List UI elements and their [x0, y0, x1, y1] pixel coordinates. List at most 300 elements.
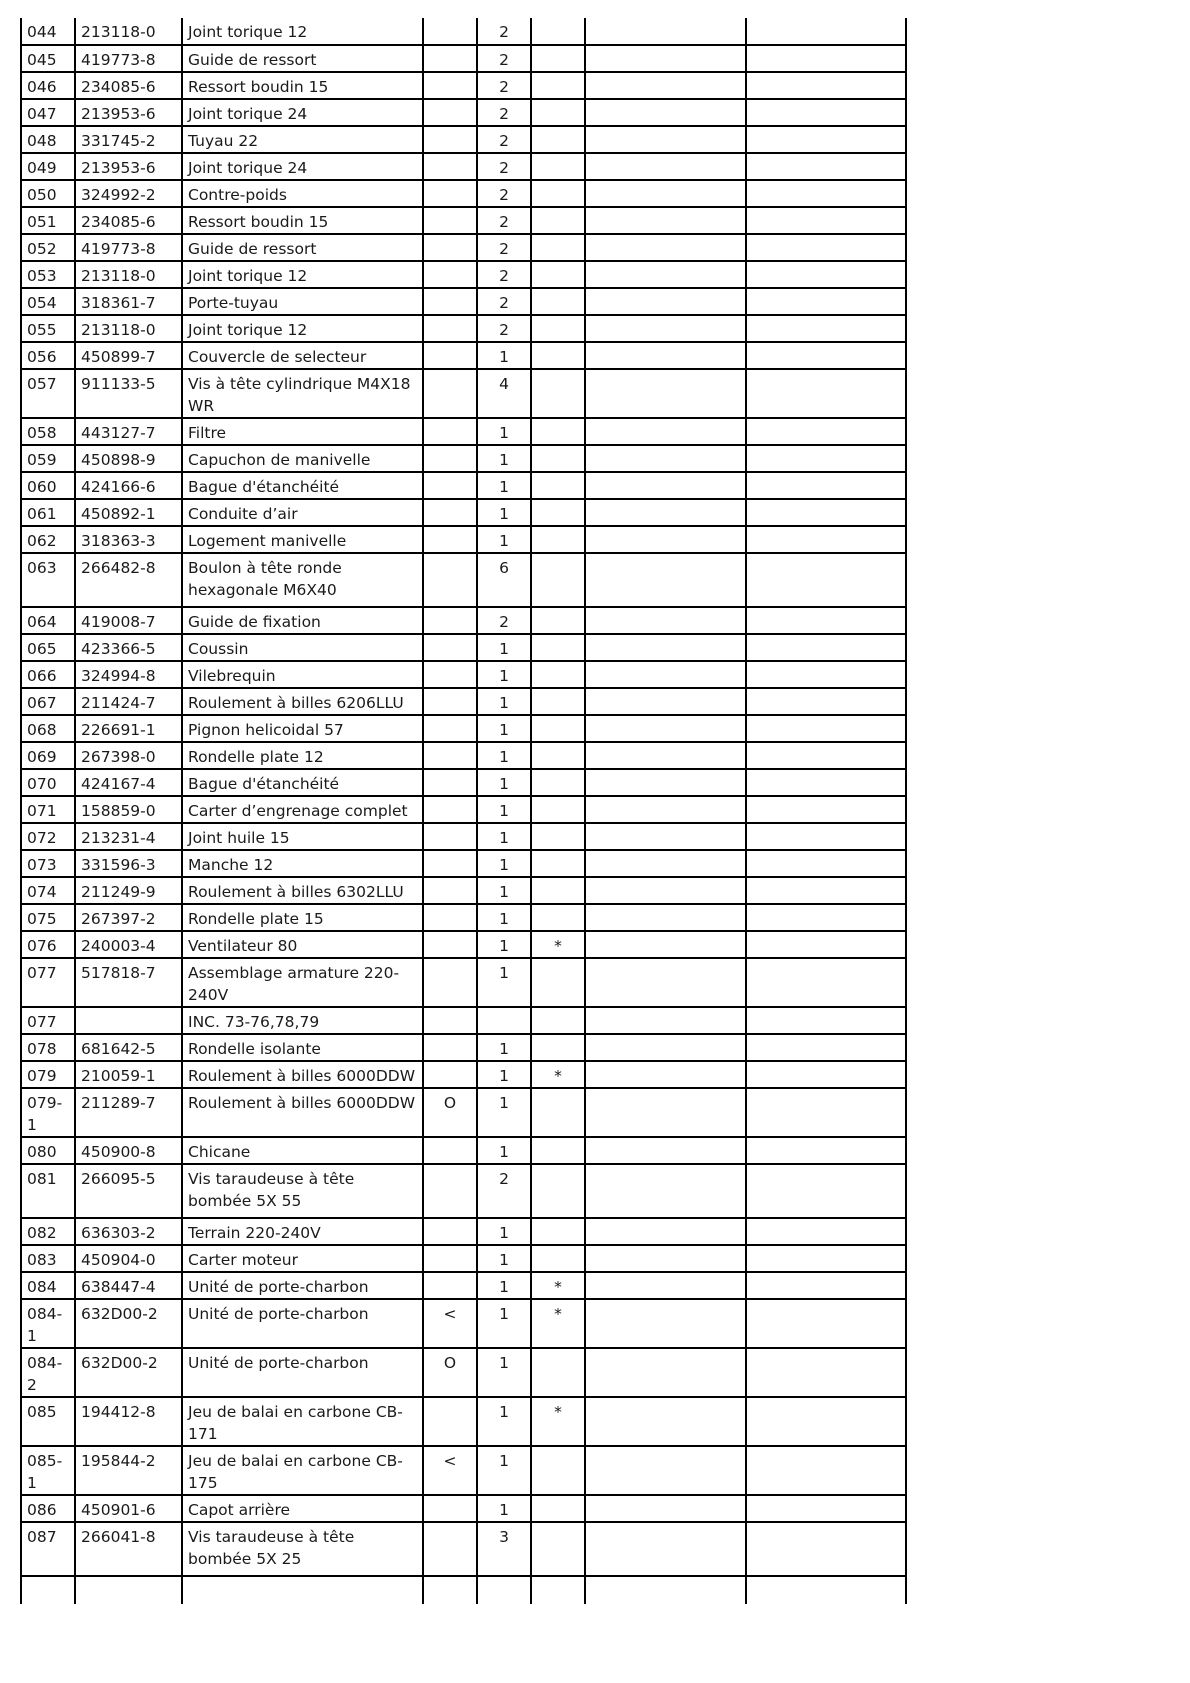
- part-number-cell: 324994-8: [75, 661, 182, 688]
- marker-cell: [423, 715, 477, 742]
- empty-cell: [585, 418, 746, 445]
- empty-cell: [746, 45, 906, 72]
- empty-cell: [585, 1495, 746, 1522]
- quantity-cell: 1: [477, 1061, 531, 1088]
- empty-cell: [746, 207, 906, 234]
- item-number-cell: 079-1: [21, 1088, 75, 1137]
- table-row: [21, 72, 906, 99]
- empty-cell: [746, 1495, 906, 1522]
- item-number-cell: 065: [21, 634, 75, 661]
- description-cell: Terrain 220-240V: [182, 1218, 423, 1245]
- empty-cell: [585, 634, 746, 661]
- empty-cell: [746, 369, 906, 418]
- table-row: [21, 742, 906, 769]
- note-cell: [531, 958, 585, 1007]
- description-cell: Rondelle plate 15: [182, 904, 423, 931]
- description-cell: Filtre: [182, 418, 423, 445]
- marker-cell: [423, 661, 477, 688]
- item-number-cell: 048: [21, 126, 75, 153]
- marker-cell: [423, 99, 477, 126]
- part-number-cell: 424166-6: [75, 472, 182, 499]
- quantity-cell: 1: [477, 904, 531, 931]
- table-row: [21, 1245, 906, 1272]
- note-cell: [531, 634, 585, 661]
- item-number-cell: 066: [21, 661, 75, 688]
- part-number-cell: 632D00-2: [75, 1299, 182, 1348]
- part-number-cell: 331745-2: [75, 126, 182, 153]
- item-number-cell: 077: [21, 1007, 75, 1034]
- marker-cell: [423, 499, 477, 526]
- marker-cell: <: [423, 1446, 477, 1495]
- item-number-cell: [21, 1576, 75, 1604]
- empty-cell: [746, 823, 906, 850]
- description-cell: Vilebrequin: [182, 661, 423, 688]
- empty-cell: [746, 1061, 906, 1088]
- empty-cell: [585, 445, 746, 472]
- table-row: [21, 958, 906, 1007]
- description-cell: Rondelle plate 12: [182, 742, 423, 769]
- empty-cell: [585, 180, 746, 207]
- quantity-cell: 4: [477, 369, 531, 418]
- empty-cell: [585, 1007, 746, 1034]
- part-number-cell: 213953-6: [75, 153, 182, 180]
- empty-cell: [585, 472, 746, 499]
- description-cell: Joint torique 12: [182, 315, 423, 342]
- part-number-cell: 213953-6: [75, 99, 182, 126]
- quantity-cell: 1: [477, 1137, 531, 1164]
- item-number-cell: 077: [21, 958, 75, 1007]
- description-cell: Vis à tête cylindrique M4X18 WR: [182, 369, 423, 418]
- description-cell: Bague d'étanchéité: [182, 769, 423, 796]
- empty-cell: [746, 180, 906, 207]
- empty-cell: [585, 823, 746, 850]
- note-cell: *: [531, 1299, 585, 1348]
- part-number-cell: 266095-5: [75, 1164, 182, 1218]
- table-row: [21, 445, 906, 472]
- marker-cell: [423, 931, 477, 958]
- item-number-cell: 086: [21, 1495, 75, 1522]
- item-number-cell: 078: [21, 1034, 75, 1061]
- description-cell: Rondelle isolante: [182, 1034, 423, 1061]
- empty-cell: [746, 850, 906, 877]
- quantity-cell: 1: [477, 418, 531, 445]
- part-number-cell: 194412-8: [75, 1397, 182, 1446]
- part-number-cell: 424167-4: [75, 769, 182, 796]
- note-cell: [531, 1348, 585, 1397]
- note-cell: [531, 823, 585, 850]
- table-row: [21, 1164, 906, 1218]
- table-row: [21, 99, 906, 126]
- empty-cell: [585, 234, 746, 261]
- empty-cell: [746, 958, 906, 1007]
- empty-cell: [746, 126, 906, 153]
- empty-cell: [746, 288, 906, 315]
- quantity-cell: 2: [477, 234, 531, 261]
- description-cell: Carter d’engrenage complet: [182, 796, 423, 823]
- marker-cell: [423, 180, 477, 207]
- table-row: [21, 369, 906, 418]
- empty-cell: [746, 1576, 906, 1604]
- description-cell: Tuyau 22: [182, 126, 423, 153]
- note-cell: *: [531, 1061, 585, 1088]
- note-cell: [531, 1495, 585, 1522]
- empty-cell: [746, 1137, 906, 1164]
- table-row: [21, 769, 906, 796]
- table-row: [21, 526, 906, 553]
- quantity-cell: 2: [477, 1164, 531, 1218]
- note-cell: [531, 1522, 585, 1576]
- marker-cell: [423, 634, 477, 661]
- item-number-cell: 072: [21, 823, 75, 850]
- description-cell: Capot arrière: [182, 1495, 423, 1522]
- description-cell: Chicane: [182, 1137, 423, 1164]
- table-row: [21, 553, 906, 607]
- item-number-cell: 049: [21, 153, 75, 180]
- empty-cell: [746, 1245, 906, 1272]
- note-cell: [531, 207, 585, 234]
- description-cell: Coussin: [182, 634, 423, 661]
- empty-cell: [746, 796, 906, 823]
- part-number-cell: 636303-2: [75, 1218, 182, 1245]
- empty-cell: [746, 1218, 906, 1245]
- marker-cell: [423, 823, 477, 850]
- table-row: [21, 315, 906, 342]
- empty-cell: [585, 1245, 746, 1272]
- empty-cell: [585, 1348, 746, 1397]
- description-cell: Guide de fixation: [182, 607, 423, 634]
- description-cell: Roulement à billes 6206LLU: [182, 688, 423, 715]
- empty-cell: [585, 1137, 746, 1164]
- quantity-cell: 1: [477, 1495, 531, 1522]
- empty-cell: [746, 418, 906, 445]
- note-cell: [531, 261, 585, 288]
- quantity-cell: 1: [477, 1397, 531, 1446]
- part-number-cell: 240003-4: [75, 931, 182, 958]
- quantity-cell: 1: [477, 1348, 531, 1397]
- empty-cell: [746, 526, 906, 553]
- item-number-cell: 075: [21, 904, 75, 931]
- empty-cell: [746, 445, 906, 472]
- empty-cell: [585, 796, 746, 823]
- marker-cell: [423, 553, 477, 607]
- quantity-cell: 1: [477, 1446, 531, 1495]
- marker-cell: [423, 742, 477, 769]
- part-number-cell: 234085-6: [75, 72, 182, 99]
- item-number-cell: 063: [21, 553, 75, 607]
- table-row: [21, 288, 906, 315]
- description-cell: Carter moteur: [182, 1245, 423, 1272]
- empty-cell: [585, 18, 746, 45]
- marker-cell: [423, 1397, 477, 1446]
- item-number-cell: 081: [21, 1164, 75, 1218]
- quantity-cell: [477, 1576, 531, 1604]
- note-cell: [531, 1034, 585, 1061]
- empty-cell: [746, 769, 906, 796]
- marker-cell: [423, 1061, 477, 1088]
- description-cell: Ventilateur 80: [182, 931, 423, 958]
- item-number-cell: 084-2: [21, 1348, 75, 1397]
- marker-cell: [423, 1245, 477, 1272]
- part-number-cell: 213231-4: [75, 823, 182, 850]
- item-number-cell: 074: [21, 877, 75, 904]
- note-cell: [531, 342, 585, 369]
- empty-cell: [746, 1446, 906, 1495]
- description-cell: Guide de ressort: [182, 45, 423, 72]
- quantity-cell: 1: [477, 526, 531, 553]
- item-number-cell: 070: [21, 769, 75, 796]
- marker-cell: [423, 18, 477, 45]
- empty-cell: [746, 1397, 906, 1446]
- table-row: [21, 234, 906, 261]
- quantity-cell: 1: [477, 796, 531, 823]
- table-row: [21, 796, 906, 823]
- note-cell: [531, 126, 585, 153]
- empty-cell: [585, 1218, 746, 1245]
- quantity-cell: 1: [477, 1272, 531, 1299]
- table-row: [21, 1137, 906, 1164]
- marker-cell: [423, 1164, 477, 1218]
- item-number-cell: 050: [21, 180, 75, 207]
- empty-cell: [585, 1576, 746, 1604]
- empty-cell: [585, 526, 746, 553]
- description-cell: INC. 73-76,78,79: [182, 1007, 423, 1034]
- note-cell: [531, 1576, 585, 1604]
- marker-cell: [423, 1272, 477, 1299]
- table-row: [21, 1348, 906, 1397]
- empty-cell: [585, 904, 746, 931]
- part-number-cell: 213118-0: [75, 18, 182, 45]
- part-number-cell: 213118-0: [75, 315, 182, 342]
- quantity-cell: 1: [477, 688, 531, 715]
- note-cell: *: [531, 931, 585, 958]
- note-cell: [531, 769, 585, 796]
- marker-cell: [423, 445, 477, 472]
- empty-cell: [746, 72, 906, 99]
- empty-cell: [585, 850, 746, 877]
- item-number-cell: 085: [21, 1397, 75, 1446]
- description-cell: Pignon helicoidal 57: [182, 715, 423, 742]
- empty-cell: [585, 1446, 746, 1495]
- quantity-cell: 2: [477, 180, 531, 207]
- description-cell: Assemblage armature 220-240V: [182, 958, 423, 1007]
- item-number-cell: 071: [21, 796, 75, 823]
- marker-cell: [423, 45, 477, 72]
- empty-cell: [746, 18, 906, 45]
- marker-cell: [423, 1034, 477, 1061]
- empty-cell: [585, 369, 746, 418]
- item-number-cell: 067: [21, 688, 75, 715]
- note-cell: [531, 315, 585, 342]
- table-row: [21, 715, 906, 742]
- table-row: [21, 45, 906, 72]
- empty-cell: [746, 931, 906, 958]
- quantity-cell: 1: [477, 661, 531, 688]
- empty-cell: [746, 1007, 906, 1034]
- description-cell: Ressort boudin 15: [182, 207, 423, 234]
- part-number-cell: 234085-6: [75, 207, 182, 234]
- note-cell: [531, 742, 585, 769]
- note-cell: [531, 526, 585, 553]
- part-number-cell: 266041-8: [75, 1522, 182, 1576]
- note-cell: [531, 499, 585, 526]
- description-cell: Jeu de balai en carbone CB-171: [182, 1397, 423, 1446]
- note-cell: [531, 553, 585, 607]
- quantity-cell: 2: [477, 18, 531, 45]
- item-number-cell: 059: [21, 445, 75, 472]
- item-number-cell: 064: [21, 607, 75, 634]
- description-cell: Unité de porte-charbon: [182, 1348, 423, 1397]
- marker-cell: [423, 769, 477, 796]
- part-number-cell: 195844-2: [75, 1446, 182, 1495]
- empty-cell: [585, 1299, 746, 1348]
- item-number-cell: 069: [21, 742, 75, 769]
- quantity-cell: 1: [477, 877, 531, 904]
- marker-cell: [423, 1218, 477, 1245]
- description-cell: Roulement à billes 6302LLU: [182, 877, 423, 904]
- part-number-cell: 419773-8: [75, 45, 182, 72]
- empty-cell: [746, 261, 906, 288]
- part-number-cell: 213118-0: [75, 261, 182, 288]
- item-number-cell: 087: [21, 1522, 75, 1576]
- part-number-cell: 318363-3: [75, 526, 182, 553]
- part-number-cell: 450899-7: [75, 342, 182, 369]
- marker-cell: [423, 526, 477, 553]
- description-cell: Couvercle de selecteur: [182, 342, 423, 369]
- empty-cell: [585, 315, 746, 342]
- empty-cell: [585, 499, 746, 526]
- part-number-cell: 331596-3: [75, 850, 182, 877]
- item-number-cell: 083: [21, 1245, 75, 1272]
- empty-cell: [746, 1299, 906, 1348]
- quantity-cell: 1: [477, 634, 531, 661]
- description-cell: Vis taraudeuse à tête bombée 5X 55: [182, 1164, 423, 1218]
- empty-cell: [746, 153, 906, 180]
- quantity-cell: 1: [477, 445, 531, 472]
- table-row: [21, 1522, 906, 1576]
- quantity-cell: 2: [477, 72, 531, 99]
- marker-cell: [423, 234, 477, 261]
- quantity-cell: 1: [477, 1088, 531, 1137]
- marker-cell: [423, 1522, 477, 1576]
- quantity-cell: 1: [477, 958, 531, 1007]
- table-row: [21, 18, 906, 45]
- part-number-cell: 211289-7: [75, 1088, 182, 1137]
- marker-cell: [423, 207, 477, 234]
- quantity-cell: 1: [477, 823, 531, 850]
- marker-cell: O: [423, 1348, 477, 1397]
- empty-cell: [585, 99, 746, 126]
- quantity-cell: 1: [477, 1218, 531, 1245]
- note-cell: [531, 688, 585, 715]
- item-number-cell: 058: [21, 418, 75, 445]
- item-number-cell: 053: [21, 261, 75, 288]
- empty-cell: [746, 715, 906, 742]
- parts-table: [20, 18, 907, 1604]
- quantity-cell: 2: [477, 126, 531, 153]
- note-cell: [531, 369, 585, 418]
- empty-cell: [746, 1272, 906, 1299]
- part-number-cell: 681642-5: [75, 1034, 182, 1061]
- marker-cell: [423, 418, 477, 445]
- empty-cell: [585, 661, 746, 688]
- table-row: [21, 1034, 906, 1061]
- description-cell: Ressort boudin 15: [182, 72, 423, 99]
- empty-cell: [585, 207, 746, 234]
- empty-cell: [746, 1088, 906, 1137]
- quantity-cell: 1: [477, 742, 531, 769]
- empty-cell: [746, 342, 906, 369]
- description-cell: Logement manivelle: [182, 526, 423, 553]
- description-cell: Unité de porte-charbon: [182, 1272, 423, 1299]
- description-cell: Bague d'étanchéité: [182, 472, 423, 499]
- table-row: [21, 634, 906, 661]
- parts-table-body: [21, 18, 906, 1604]
- table-row: [21, 823, 906, 850]
- quantity-cell: 2: [477, 207, 531, 234]
- description-cell: Boulon à tête ronde hexagonale M6X40: [182, 553, 423, 607]
- item-number-cell: 076: [21, 931, 75, 958]
- marker-cell: [423, 342, 477, 369]
- quantity-cell: 1: [477, 472, 531, 499]
- part-number-cell: 267398-0: [75, 742, 182, 769]
- table-row: [21, 153, 906, 180]
- table-row: [21, 1218, 906, 1245]
- empty-cell: [585, 288, 746, 315]
- quantity-cell: 2: [477, 607, 531, 634]
- empty-cell: [746, 607, 906, 634]
- empty-cell: [585, 1034, 746, 1061]
- part-number-cell: 450901-6: [75, 1495, 182, 1522]
- marker-cell: [423, 877, 477, 904]
- empty-cell: [585, 607, 746, 634]
- marker-cell: [423, 126, 477, 153]
- table-row: [21, 1299, 906, 1348]
- description-cell: Manche 12: [182, 850, 423, 877]
- item-number-cell: 080: [21, 1137, 75, 1164]
- note-cell: [531, 18, 585, 45]
- marker-cell: [423, 1576, 477, 1604]
- note-cell: [531, 1007, 585, 1034]
- empty-cell: [585, 553, 746, 607]
- table-row: [21, 499, 906, 526]
- part-number-cell: 324992-2: [75, 180, 182, 207]
- description-cell: Vis taraudeuse à tête bombée 5X 25: [182, 1522, 423, 1576]
- marker-cell: [423, 261, 477, 288]
- table-row: [21, 877, 906, 904]
- marker-cell: [423, 688, 477, 715]
- marker-cell: [423, 288, 477, 315]
- empty-cell: [585, 153, 746, 180]
- description-cell: Joint torique 24: [182, 153, 423, 180]
- note-cell: [531, 1164, 585, 1218]
- item-number-cell: 044: [21, 18, 75, 45]
- marker-cell: [423, 904, 477, 931]
- empty-cell: [585, 126, 746, 153]
- note-cell: *: [531, 1397, 585, 1446]
- note-cell: [531, 234, 585, 261]
- note-cell: [531, 1218, 585, 1245]
- part-number-cell: 318361-7: [75, 288, 182, 315]
- table-row: [21, 207, 906, 234]
- quantity-cell: 2: [477, 288, 531, 315]
- marker-cell: O: [423, 1088, 477, 1137]
- quantity-cell: 2: [477, 45, 531, 72]
- marker-cell: [423, 1495, 477, 1522]
- note-cell: [531, 877, 585, 904]
- description-cell: Joint torique 24: [182, 99, 423, 126]
- note-cell: [531, 445, 585, 472]
- empty-cell: [585, 1272, 746, 1299]
